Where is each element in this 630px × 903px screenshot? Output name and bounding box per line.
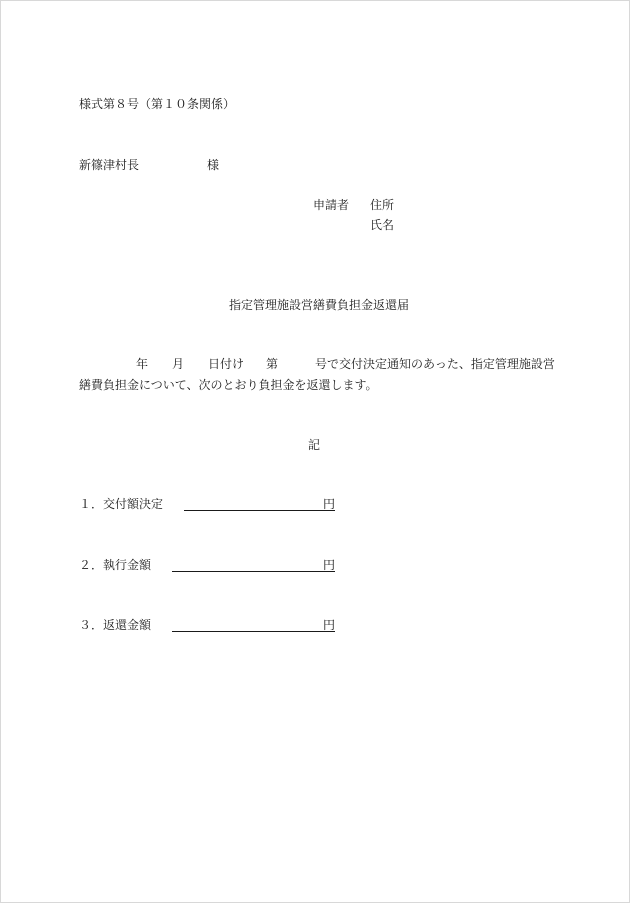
applicant-label: 申請者	[313, 198, 350, 212]
form-number: 様式第８号（第１０条関係）	[79, 97, 236, 111]
body-year: 年	[136, 357, 149, 371]
ki-heading: 記	[308, 438, 321, 452]
item-amount-underline	[172, 631, 335, 632]
item-amount-underline	[172, 571, 335, 572]
item-amount-underline	[184, 510, 335, 511]
item-label-shikko-kingaku: 執行金額	[103, 558, 152, 572]
document-title: 指定管理施設営繕費負担金返還届	[229, 298, 410, 312]
addressee-name: 新篠津村長	[79, 158, 140, 172]
item-label-henkan-kingaku: 返還金額	[103, 618, 152, 632]
item-unit: 円	[323, 497, 336, 511]
applicant-address-label: 住所	[370, 198, 395, 212]
item-number: １．	[79, 497, 104, 511]
item-label-kofu-gaku-kettei: 交付額決定	[103, 497, 164, 511]
item-unit: 円	[323, 558, 336, 572]
addressee-honorific: 様	[207, 158, 220, 172]
body-line1-rest: 号で交付決定通知のあった、指定管理施設営	[315, 357, 555, 371]
body-day-dated: 日付け	[208, 357, 245, 371]
body-line2: 繕費負担金について、次のとおり負担金を返還します。	[79, 378, 378, 392]
body-dai: 第	[266, 357, 279, 371]
item-unit: 円	[323, 618, 336, 632]
item-number: ３．	[79, 618, 104, 632]
body-month: 月	[172, 357, 185, 371]
item-number: ２．	[79, 558, 104, 572]
applicant-name-label: 氏名	[370, 218, 395, 232]
